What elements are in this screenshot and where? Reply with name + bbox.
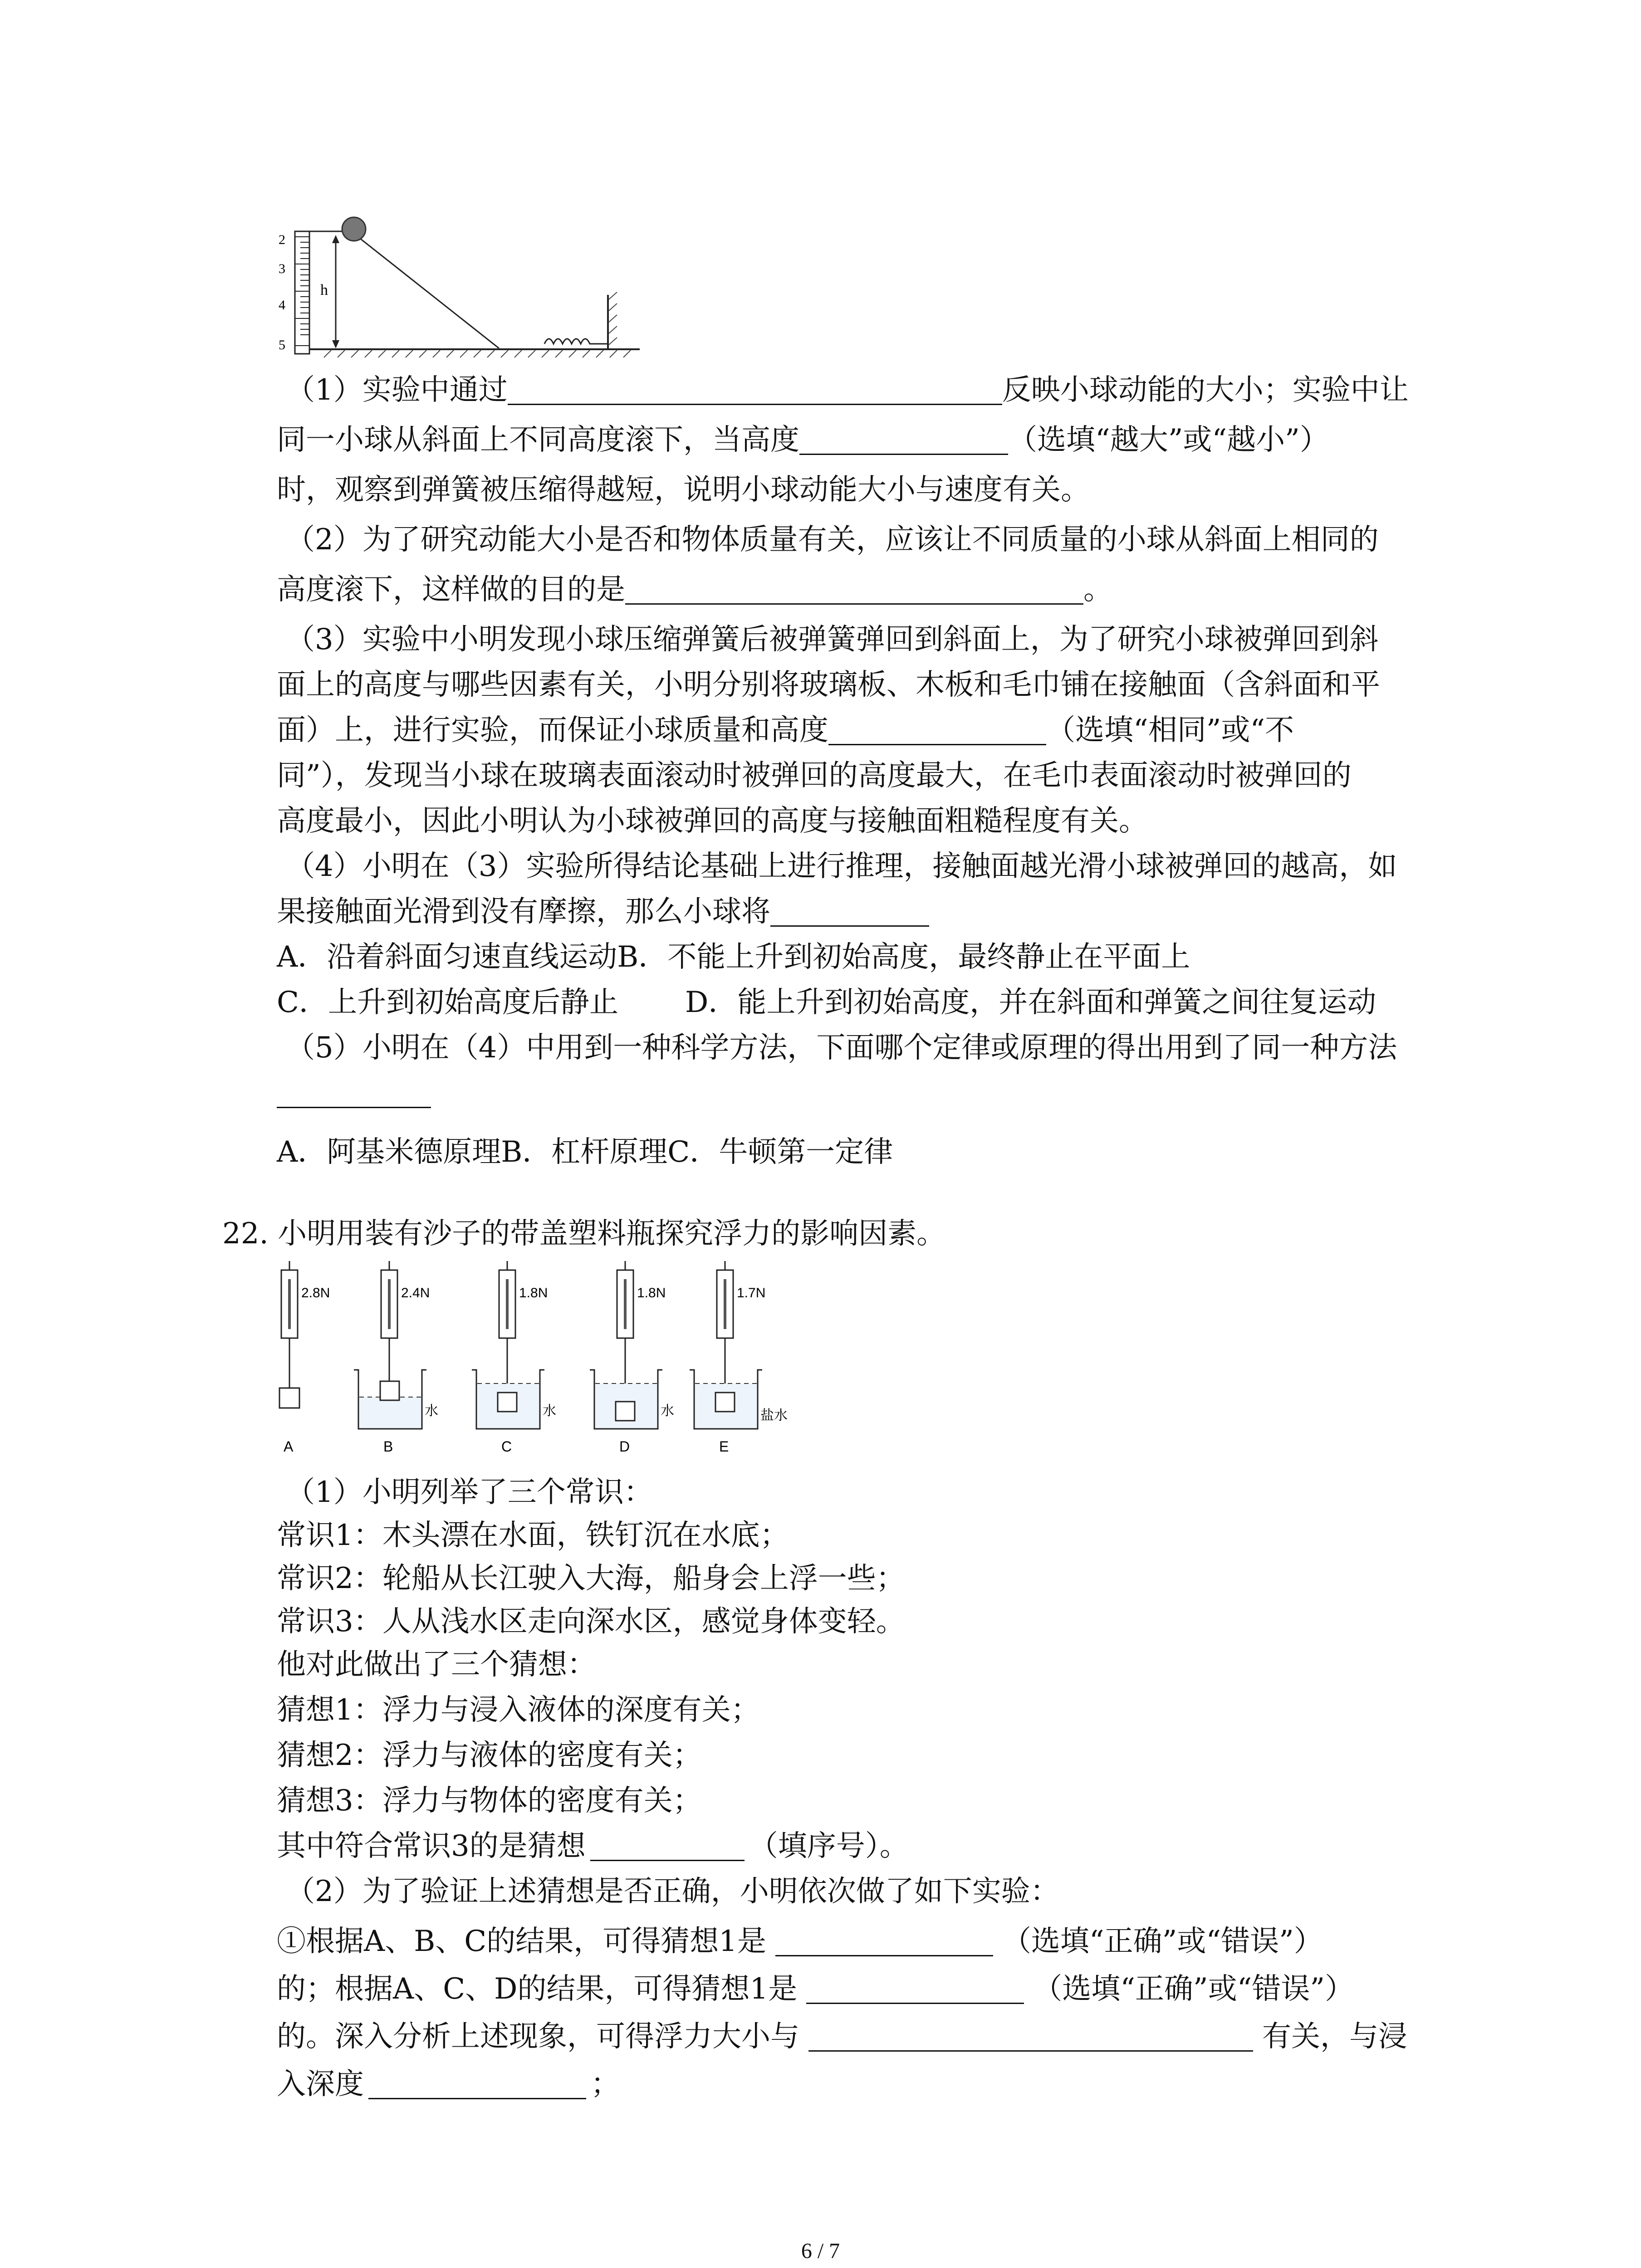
q22-line11-text-a: ①根据A、B、C的结果，可得猜想1是 xyxy=(277,1925,766,1958)
q22-line12-text-a: 的；根据A、C、D的结果，可得猜想1是 xyxy=(277,1972,798,2006)
q21-p4-options-row1 xyxy=(277,939,1429,975)
q22-line9 xyxy=(277,1828,1429,1864)
liquid-d: 水 xyxy=(661,1403,674,1419)
q22-line14-text-b: ； xyxy=(591,2068,620,2101)
q22-line10: （2）为了验证上述猜想是否正确，小明依次做了如下实验： xyxy=(286,1875,1059,1908)
q21-p3-line2: 面上的高度与哪些因素有关，小明分别将玻璃板、木板和毛巾铺在接触面（含斜面和平 xyxy=(277,668,1380,702)
q22-line9-text-a: 其中符合常识3的是猜想 xyxy=(277,1829,586,1863)
option-c[interactable]: C．上升到初始高度后静止 xyxy=(277,986,618,1019)
q22-line11 xyxy=(277,1923,1429,1960)
q22-stem-line xyxy=(222,1216,1375,1252)
answer-blank[interactable] xyxy=(770,896,929,927)
q21-p4-text-b: 果接触面光滑到没有摩擦，那么小球将 xyxy=(277,895,770,929)
q21-p1-line1 xyxy=(286,372,1438,408)
label-a: A xyxy=(284,1438,294,1455)
q21-p2-line1: （2）为了研究动能大小是否和物体质量有关，应该让不同质量的小球从斜面上相同的 xyxy=(286,523,1379,557)
ruler-tick-5: 5 xyxy=(279,337,285,352)
answer-blank[interactable] xyxy=(368,2069,586,2099)
q21-p5-options xyxy=(277,1134,1429,1170)
q22-line1: （1）小明列举了三个常识： xyxy=(286,1476,653,1509)
q22-line6: 猜想1：浮力与浸入液体的深度有关； xyxy=(277,1693,760,1727)
liquid-c: 水 xyxy=(543,1403,556,1419)
answer-blank[interactable] xyxy=(590,1831,745,1861)
q22-line9-text-b: （填序号）。 xyxy=(749,1829,909,1863)
ruler-tick-2: 2 xyxy=(279,232,285,247)
q22-line11-text-b: （选填“正确”或“错误”） xyxy=(1002,1925,1323,1958)
scale-c xyxy=(472,1261,556,1455)
q21-p1-line3: 时，观察到弹簧被压缩得越短，说明小球动能大小与速度有关。 xyxy=(277,473,1090,507)
spring-scale-figure xyxy=(272,1256,808,1470)
answer-blank[interactable] xyxy=(828,715,1046,745)
label-e: E xyxy=(719,1438,729,1455)
q22-line4: 常识3：人从浅水区走向深水区，感觉身体变轻。 xyxy=(277,1605,905,1638)
reading-c: 1.8N xyxy=(519,1286,548,1300)
q22-line12-text-b: （选填“正确”或“错误”） xyxy=(1033,1972,1354,2006)
label-c: C xyxy=(501,1438,512,1455)
q21-p4-line2 xyxy=(277,894,1429,930)
q21-p3-line1: （3）实验中小明发现小球压缩弹簧后被弹簧弹回到斜面上，为了研究小球被弹回到斜 xyxy=(286,623,1379,656)
q21-p3-line5: 高度最小，因此小明认为小球被弹回的高度与接触面粗糙程度有关。 xyxy=(277,804,1148,838)
scale-a xyxy=(279,1261,330,1455)
option-a[interactable]: A．沿着斜面匀速直线运动 xyxy=(277,940,617,974)
ruler xyxy=(279,231,309,354)
q22-line5: 他对此做出了三个猜想： xyxy=(277,1648,596,1681)
liquid-b: 水 xyxy=(425,1403,438,1419)
spring xyxy=(544,339,608,344)
q21-p3-line3 xyxy=(277,712,1429,748)
answer-blank[interactable] xyxy=(625,574,1083,605)
q21-p1-text-c: 同一小球从斜面上不同高度滚下，当高度 xyxy=(277,423,799,457)
answer-blank[interactable] xyxy=(277,1078,431,1108)
q22-line7: 猜想2：浮力与液体的密度有关； xyxy=(277,1739,702,1772)
option-b[interactable]: B．不能上升到初始高度，最终静止在平面上 xyxy=(617,940,1190,974)
height-label: h xyxy=(320,282,328,298)
answer-blank[interactable] xyxy=(808,2021,1253,2052)
q21-p1-text-b: 反映小球动能的大小；实验中让 xyxy=(1002,373,1409,407)
q21-p5-line1: （5）小明在（4）中用到一种科学方法，下面哪个定律或原理的得出用到了同一种方法 xyxy=(286,1031,1397,1065)
q22-line8: 猜想3：浮力与物体的密度有关； xyxy=(277,1784,702,1818)
q22-line14-text-a: 入深度 xyxy=(277,2068,364,2101)
liquid-e: 盐水 xyxy=(760,1408,788,1423)
q21-p3-line4: 同”），发现当小球在玻璃表面滚动时被弹回的高度最大，在毛巾表面滚动时被弹回的 xyxy=(277,759,1352,792)
q21-p1-text-a: （1）实验中通过 xyxy=(286,373,508,407)
q21-p5-blank-line xyxy=(277,1075,1429,1111)
answer-blank[interactable] xyxy=(799,425,1008,455)
scale-d xyxy=(590,1261,674,1455)
option-c[interactable]: C．牛顿第一定律 xyxy=(667,1135,893,1169)
q21-p4-line1: （4）小明在（3）实验所得结论基础上进行推理，接触面越光滑小球被弹回的越高，如 xyxy=(286,850,1397,883)
q21-p1-text-d: （选填“越大”或“越小”） xyxy=(1008,423,1329,457)
ramp-spring-figure xyxy=(277,213,658,363)
scale-b xyxy=(354,1261,438,1455)
ruler-tick-3: 3 xyxy=(279,261,285,276)
reading-e: 1.7N xyxy=(737,1286,766,1300)
incline xyxy=(354,234,499,348)
answer-blank[interactable] xyxy=(775,1926,993,1956)
q22-line12 xyxy=(277,1971,1429,2007)
option-a[interactable]: A．阿基米德原理 xyxy=(277,1135,501,1169)
q22-line13-text-b: 有关，与浸 xyxy=(1262,2020,1407,2053)
ruler-tick-4: 4 xyxy=(279,298,285,313)
answer-blank[interactable] xyxy=(508,375,1002,405)
question-stem: 小明用装有沙子的带盖塑料瓶探究浮力的影响因素。 xyxy=(278,1217,946,1251)
scale-e xyxy=(690,1261,788,1455)
q21-p3-text-d: （选填“相同”或“不 xyxy=(1046,714,1294,747)
option-d[interactable]: D．能上升到初始高度，并在斜面和弹簧之间往复运动 xyxy=(685,986,1376,1019)
q21-p2-text-b: 高度滚下，这样做的目的是 xyxy=(277,573,625,606)
q22-line13-text-a: 的。深入分析上述现象，可得浮力大小与 xyxy=(277,2020,799,2053)
q22-line14 xyxy=(277,2066,1429,2102)
q21-p4-options-row2 xyxy=(277,984,1429,1021)
reading-d: 1.8N xyxy=(637,1286,666,1300)
q21-p3-text-c: 面）上，进行实验，而保证小球质量和高度 xyxy=(277,714,828,747)
ball xyxy=(342,217,366,241)
answer-blank[interactable] xyxy=(806,1974,1024,2004)
q21-p2-text-c: 。 xyxy=(1083,573,1112,606)
reading-a: 2.8N xyxy=(301,1286,330,1300)
label-d: D xyxy=(619,1438,630,1455)
q21-p2-line2 xyxy=(277,572,1429,608)
label-b: B xyxy=(383,1438,393,1455)
page-number: 6 / 7 xyxy=(801,2239,840,2263)
q22-line3: 常识2：轮船从长江驶入大海，船身会上浮一些； xyxy=(277,1562,905,1595)
question-number: 22. xyxy=(222,1217,269,1251)
option-b[interactable]: B．杠杆原理 xyxy=(501,1135,668,1169)
reading-b: 2.4N xyxy=(401,1286,430,1300)
q21-p1-line2 xyxy=(277,422,1429,458)
q22-line2: 常识1：木头漂在水面，铁钉沉在水底； xyxy=(277,1519,789,1552)
q22-line13 xyxy=(277,2019,1429,2055)
